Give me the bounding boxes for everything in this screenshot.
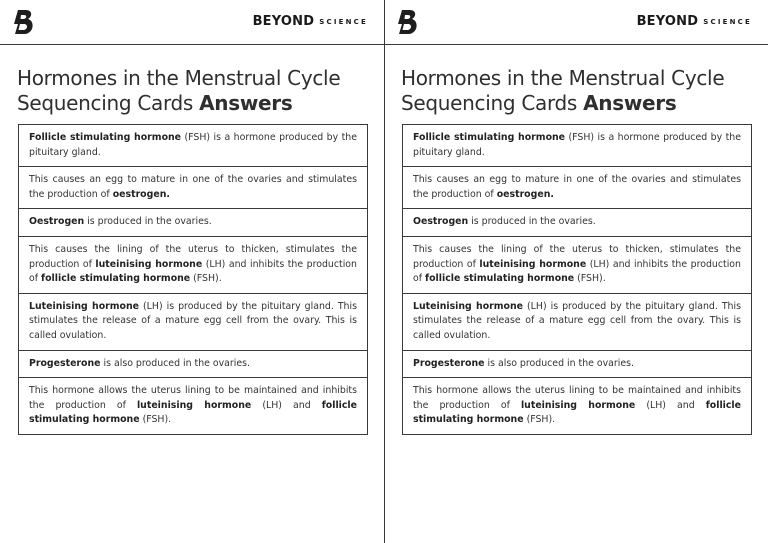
brand-name-text: BEYOND bbox=[636, 14, 699, 29]
card-keyword: follicle stimulating hormone bbox=[425, 273, 575, 285]
card-text: is also produced in the ovaries. bbox=[100, 357, 251, 369]
page-title bbox=[401, 66, 724, 116]
sequencing-card bbox=[403, 208, 751, 236]
card-keyword: Oestrogen bbox=[29, 216, 85, 228]
card-text: (FSH). bbox=[523, 414, 556, 426]
sequencing-cards bbox=[402, 124, 752, 435]
sequencing-card bbox=[19, 125, 367, 166]
card-text: (FSH). bbox=[139, 414, 172, 426]
sequencing-cards bbox=[18, 124, 368, 435]
card-text: (LH) and inhibits the production of bbox=[29, 258, 357, 285]
sequencing-card bbox=[19, 166, 367, 208]
card-keyword: luteinising hormone bbox=[479, 258, 587, 270]
card-keyword: follicle stimulating hormone bbox=[41, 273, 191, 285]
card-keyword: Follicle stimulating hormone bbox=[29, 132, 182, 143]
sequencing-card bbox=[19, 236, 367, 293]
title-line-2-plain: Sequencing Cards bbox=[401, 91, 584, 115]
card-text: (LH) and bbox=[251, 399, 322, 411]
card-text: (LH) and bbox=[635, 399, 706, 411]
sequencing-card bbox=[403, 166, 751, 208]
card-text: This hormone allows the uterus lining to be maintained and inhibits the production of bbox=[29, 385, 357, 411]
sequencing-card bbox=[403, 293, 751, 350]
card-keyword: Oestrogen bbox=[413, 216, 469, 228]
brand-name-text: BEYOND bbox=[252, 14, 315, 29]
title-line-1: Hormones in the Menstrual Cycle bbox=[17, 66, 341, 90]
card-keyword: Progesterone bbox=[413, 357, 485, 369]
card-text: (FSH) is a hormone produced by the pituitary gland. bbox=[413, 132, 741, 158]
title-line-2-plain: Sequencing Cards bbox=[17, 91, 200, 115]
card-text: This causes the lining of the uterus to thicken, stimulates the production of bbox=[29, 243, 357, 270]
title-answers: Answers bbox=[199, 91, 293, 115]
brand-name bbox=[637, 14, 752, 29]
sequencing-card bbox=[403, 377, 751, 434]
title-line-1: Hormones in the Menstrual Cycle bbox=[401, 66, 725, 90]
brand-sub-text: SCIENCE bbox=[319, 18, 368, 26]
card-text: (FSH). bbox=[574, 273, 606, 285]
card-keyword: oestrogen. bbox=[112, 188, 170, 200]
card-text: This hormone allows the uterus lining to be maintained and inhibits the production of bbox=[413, 385, 741, 411]
card-text: is produced in the ovaries. bbox=[468, 216, 596, 228]
page-header bbox=[0, 0, 384, 45]
sequencing-card bbox=[403, 125, 751, 166]
card-keyword: Follicle stimulating hormone bbox=[413, 132, 566, 143]
card-text: is also produced in the ovaries. bbox=[484, 357, 635, 369]
title-line-2 bbox=[17, 91, 340, 116]
card-keyword: luteinising hormone bbox=[520, 399, 636, 411]
card-text: (LH) and inhibits the production of bbox=[413, 258, 741, 285]
card-text: This causes the lining of the uterus to thicken, stimulates the production of bbox=[413, 243, 741, 270]
card-text: is produced in the ovaries. bbox=[84, 216, 212, 228]
card-text: This causes an egg to mature in one of the ovaries and stimulates the production of bbox=[29, 174, 357, 200]
card-keyword: luteinising hormone bbox=[95, 258, 203, 270]
card-keyword: luteinising hormone bbox=[136, 399, 252, 411]
beyond-logo-icon bbox=[396, 9, 420, 36]
title-answers: Answers bbox=[583, 91, 677, 115]
card-text: (FSH). bbox=[190, 273, 222, 285]
card-keyword: oestrogen. bbox=[496, 188, 554, 200]
sequencing-card bbox=[19, 350, 367, 378]
sequencing-card bbox=[19, 208, 367, 236]
brand-sub-text: SCIENCE bbox=[703, 18, 752, 26]
card-text: (LH) is produced by the pituitary gland. This stimulates the release of a mature egg cell from the ovary. This is called ovulation. bbox=[413, 300, 741, 341]
title-line-2 bbox=[401, 91, 724, 116]
page-divider bbox=[384, 0, 385, 543]
card-keyword: Luteinising hormone bbox=[413, 300, 524, 312]
sequencing-card bbox=[403, 350, 751, 378]
card-text: (LH) is produced by the pituitary gland. This stimulates the release of a mature egg cell from the ovary. This is called ovulation. bbox=[29, 300, 357, 341]
beyond-logo-icon bbox=[12, 9, 36, 36]
sequencing-card bbox=[19, 377, 367, 434]
card-text: (FSH) is a hormone produced by the pituitary gland. bbox=[29, 132, 357, 158]
card-text: This causes an egg to mature in one of the ovaries and stimulates the production of bbox=[413, 174, 741, 200]
card-keyword: follicle stimulating hormone bbox=[413, 399, 742, 426]
page-title bbox=[17, 66, 340, 116]
card-keyword: Progesterone bbox=[29, 357, 101, 369]
card-keyword: Luteinising hormone bbox=[29, 300, 140, 312]
right-page bbox=[384, 0, 768, 543]
card-keyword: follicle stimulating hormone bbox=[29, 399, 358, 426]
sequencing-card bbox=[19, 293, 367, 350]
brand-name bbox=[253, 14, 368, 29]
page-header bbox=[384, 0, 768, 45]
sequencing-card bbox=[403, 236, 751, 293]
